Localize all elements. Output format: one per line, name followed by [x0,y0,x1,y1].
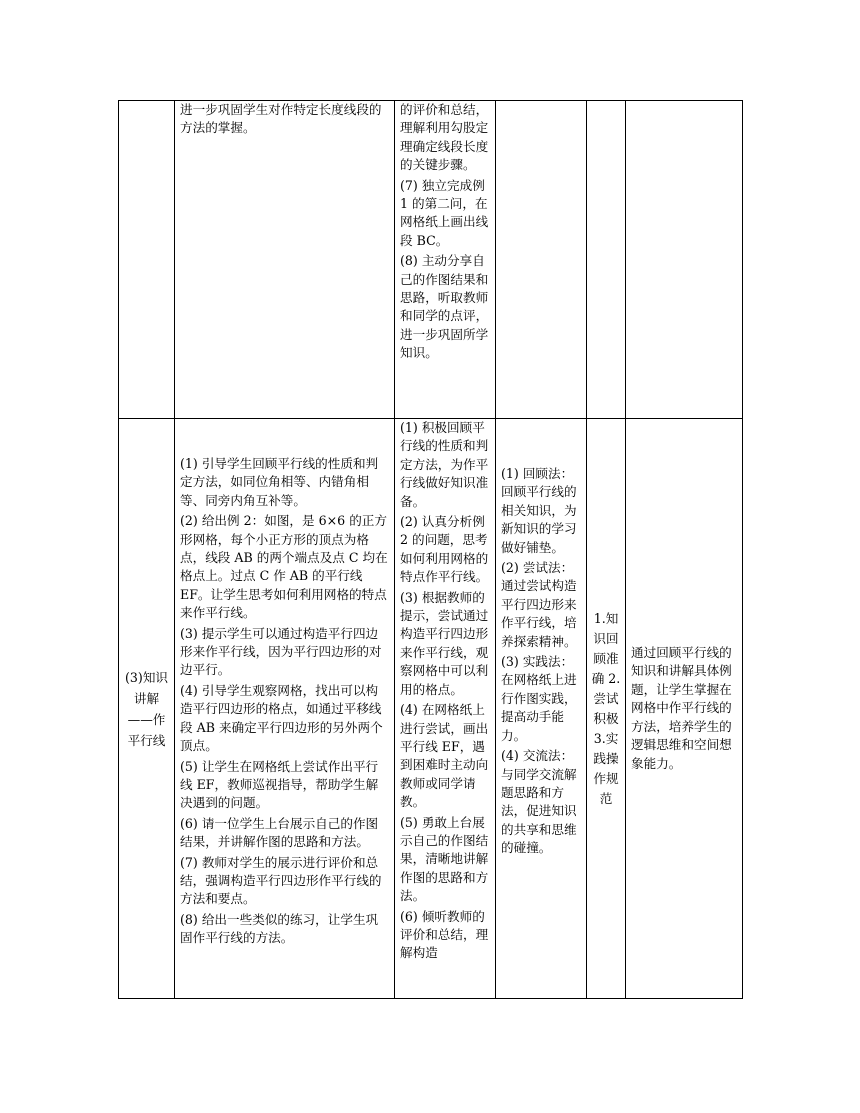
student-activity-item: 的评价和总结，理解利用勾股定理确定线段长度的关键步骤。 [400,102,489,173]
stage-cell [119,101,175,419]
teacher-activity-item: (2) 给出例 2：如图，是 6×6 的正方形网格，每个小正方形的顶点为格点，线段 AB 的两个端点及点 C 均在格点上。过点 C 作 AB 的平行线 EF。让学生思考如何利用网格的特点来作平行线。 [180,513,388,621]
teacher-activity-item: (7) 教师对学生的展示进行评价和总结，强调构造平行四边形作平行线的方法和要点。 [180,854,382,907]
teacher-activity-item: (8) 给出一些类似的练习，让学生巩固作平行线的方法。 [180,911,379,946]
intent-text: 通过回顾平行线的知识和讲解具体例题，让学生掌握在网格中作平行线的方法，培养学生的逻辑思维和空间想象能力。 [631,645,732,771]
evaluation-cell [587,101,626,419]
intent-cell [626,419,743,999]
student-activity-item: (1) 积极回顾平行线的性质和判定方法，为作平行线做好知识准备。 [400,420,489,509]
method-item: (2) 尝试法：通过尝试构造平行四边形来作平行线，培养探索精神。 [501,560,577,649]
teacher-activity-text: 进一步巩固学生对作特定长度线段的方法的掌握。 [180,102,382,136]
teacher-activity-item: (6) 请一位学生上台展示自己的作图结果，并讲解作图的思路和方法。 [180,815,379,850]
stage-cell [119,419,175,999]
teacher-activity-cell [175,419,395,999]
table-row [119,419,743,999]
teacher-activity-item: (4) 引导学生观察网格，找出可以构造平行四边形的格点，如通过平移线段 AB 来确定平行四边形的另外两个顶点。 [180,682,383,754]
stage-label: (3)知识讲解——作平行线 [124,669,169,748]
lesson-plan-table [118,100,743,999]
student-activity-item: (6) 倾听教师的评价和总结，理解构造 [400,908,489,961]
intent-cell [626,101,743,419]
student-activity-item: (3) 根据教师的提示，尝试通过构造平行四边形来作平行线，观察网格中可以利用的格点。 [400,589,489,697]
student-activity-cell [395,419,496,999]
teacher-activity-item: (1) 引导学生回顾平行线的性质和判定方法，如同位角相等、内错角相等、同旁内角互补等。 [180,456,379,508]
student-activity-cell [395,101,496,419]
method-item: (4) 交流法：与同学交流解题思路和方法，促进知识的共享和思维的碰撞。 [501,748,577,856]
evaluation-text: 1.知识回顾准确 2.尝试积极 3.实践操作规范 [591,610,621,806]
method-cell [496,419,587,999]
evaluation-cell [587,419,626,999]
student-activity-item: (2) 认真分析例 2 的问题，思考如何利用网格的特点作平行线。 [400,514,489,585]
teacher-activity-item: (5) 让学生在网格纸上尝试作出平行线 EF，教师巡视指导，帮助学生解决遇到的问题。 [180,758,379,811]
teacher-activity-item: (3) 提示学生可以通过构造平行四边形来作平行线，因为平行四边形的对边平行。 [180,625,382,678]
student-activity-item: (5) 勇敢上台展示自己的作图结果，清晰地讲解作图的思路和方法。 [400,814,489,904]
student-activity-item: (7) 独立完成例 1 的第二问，在网格纸上画出线段 BC。 [400,177,489,248]
teacher-activity-cell [175,101,395,419]
table-row [119,101,743,419]
student-activity-item: (4) 在网格纸上进行尝试，画出平行线 EF，遇到困难时主动向教师或同学请教。 [400,702,489,810]
student-activity-item: (8) 主动分享自己的作图结果和思路，听取教师和同学的点评，进一步巩固所学知识。 [400,253,489,361]
method-item: (1) 回顾法：回顾平行线的相关知识，为新知识的学习做好铺垫。 [501,466,577,555]
method-item: (3) 实践法：在网格纸上进行作图实践，提高动手能力。 [501,654,577,743]
method-cell [496,101,587,419]
